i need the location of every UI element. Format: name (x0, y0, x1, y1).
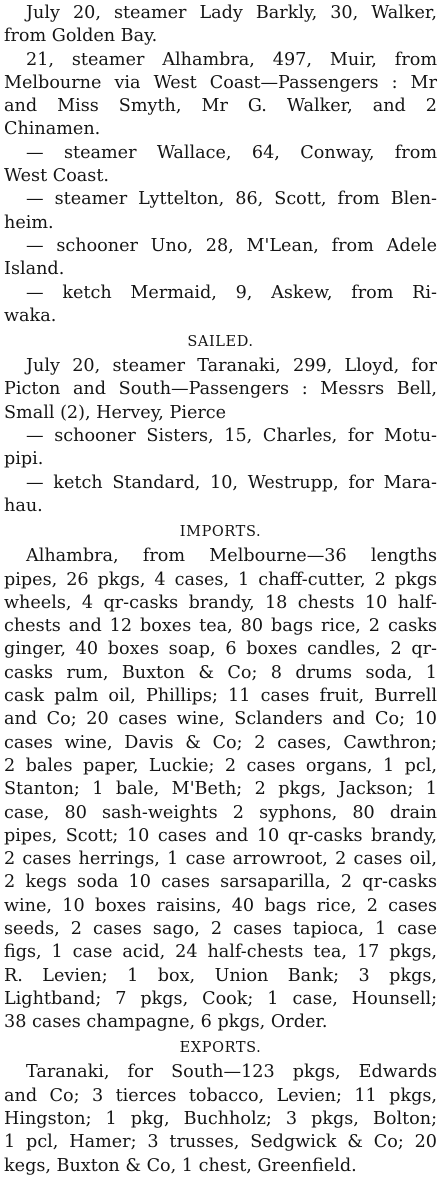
arrivals-line: — steamer Lyttelton, 86, Scott, from Blen- (26, 189, 437, 210)
arrivals-line: — ketch Mermaid, 9, Askew, from Ri- (26, 282, 437, 303)
exports-line: Hingston; 1 pkg, Buchholz; 3 pkgs, Bolton; (4, 1109, 437, 1130)
imports-line: figs, 1 case acid, 24 half-chests tea, 17 pkgs, (4, 942, 437, 963)
exports-line: 1 pcl, Hamer; 3 trusses, Sedgwick & Co; 20 (4, 1132, 437, 1153)
exports-section (4, 1061, 437, 1177)
arrivals-line: and Miss Smyth, Mr G. Walker, and 2 (4, 96, 437, 117)
arrivals-line: 21, steamer Alhambra, 497, Muir, from (26, 49, 437, 70)
arrivals-line: heim. (4, 212, 54, 233)
exports-heading: EXPORTS. (179, 1040, 262, 1057)
imports-line: cask palm oil, Phillips; 11 cases fruit, Burrell (4, 686, 437, 707)
imports-line: case, 80 sash-weights 2 syphons, 80 drain (4, 802, 437, 823)
imports-line: cases wine, Davis & Co; 2 cases, Cawthron; (4, 732, 437, 753)
imports-line: pipes, 26 pkgs, 4 cases, 1 chaff-cutter, 2 pkgs (4, 569, 437, 590)
imports-line: pipes, Scott; 10 cases and 10 qr-casks brandy, (4, 825, 437, 846)
imports-section (4, 545, 437, 1034)
arrivals-line: waka. (4, 305, 57, 326)
imports-line: Alhambra, from Melbourne—36 lengths (26, 546, 437, 567)
arrivals-line: July 20, steamer Lady Barkly, 30, Walker, (26, 3, 437, 23)
imports-line: and Co; 20 cases wine, Sclanders and Co; 10 (4, 709, 437, 730)
imports-line: wine, 10 boxes raisins, 40 bags rice, 2 cases (4, 895, 437, 916)
sailed-section (4, 355, 437, 518)
exports-line: Taranaki, for South—123 pkgs, Edwards (26, 1062, 437, 1083)
imports-line: 2 bales paper, Luckie; 2 cases organs, 1 pcl, (4, 755, 437, 776)
sailed-line: July 20, steamer Taranaki, 299, Lloyd, for (26, 356, 437, 377)
sailed-line: pipi. (4, 449, 44, 470)
imports-line: 2 cases herrings, 1 case arrowroot, 2 cases oil, (4, 849, 437, 870)
imports-line: R. Levien; 1 box, Union Bank; 3 pkgs, (4, 965, 437, 986)
imports-line: Stanton; 1 bale, M'Beth; 2 pkgs, Jackson; 1 (4, 779, 437, 800)
imports-line: casks rum, Buxton & Co; 8 drums soda, 1 (4, 662, 437, 683)
arrivals-line: Melbourne via West Coast—Passengers : Mr (4, 72, 437, 93)
exports-line: and Co; 3 tierces tobacco, Levien; 11 pkgs, (4, 1085, 437, 1106)
imports-heading: IMPORTS. (179, 524, 262, 541)
shipping-column (4, 2, 437, 1178)
sailed-line: Small (2), Hervey, Pierce (4, 402, 227, 423)
arrivals-line: Island. (4, 259, 65, 280)
exports-line: kegs, Buxton & Co, 1 chest, Greenfield. (4, 1155, 357, 1176)
imports-line: 2 kegs soda 10 cases sarsaparilla, 2 qr-casks (4, 872, 437, 893)
imports-line: 38 cases champagne, 6 pkgs, Order. (4, 1012, 328, 1033)
sailed-line: — schooner Sisters, 15, Charles, for Motu- (26, 426, 437, 447)
sailed-line: — ketch Standard, 10, Westrupp, for Mara- (26, 472, 437, 493)
arrivals-line: — steamer Wallace, 64, Conway, from (26, 142, 437, 163)
imports-line: seeds, 2 cases sago, 2 cases tapioca, 1 case (4, 918, 437, 939)
sailed-line: hau. (4, 495, 43, 516)
arrivals-line: from Golden Bay. (4, 26, 158, 47)
sailed-line: Picton and South—Passengers : Messrs Bell, (4, 379, 437, 400)
imports-line: ginger, 40 boxes soap, 6 boxes candles, 2 qr- (4, 639, 437, 660)
imports-line: Lightband; 7 pkgs, Cook; 1 case, Hounsell; (4, 988, 437, 1009)
arrivals-line: — schooner Uno, 28, M'Lean, from Adele (26, 235, 437, 256)
arrivals-line: Chinamen. (4, 119, 101, 140)
imports-line: wheels, 4 qr-casks brandy, 18 chests 10 half- (4, 592, 437, 613)
imports-line: chests and 12 boxes tea, 80 bags rice, 2 casks (4, 616, 437, 637)
sailed-heading: SAILED. (187, 334, 254, 351)
arrivals-section (4, 2, 437, 328)
arrivals-line: West Coast. (4, 166, 109, 187)
